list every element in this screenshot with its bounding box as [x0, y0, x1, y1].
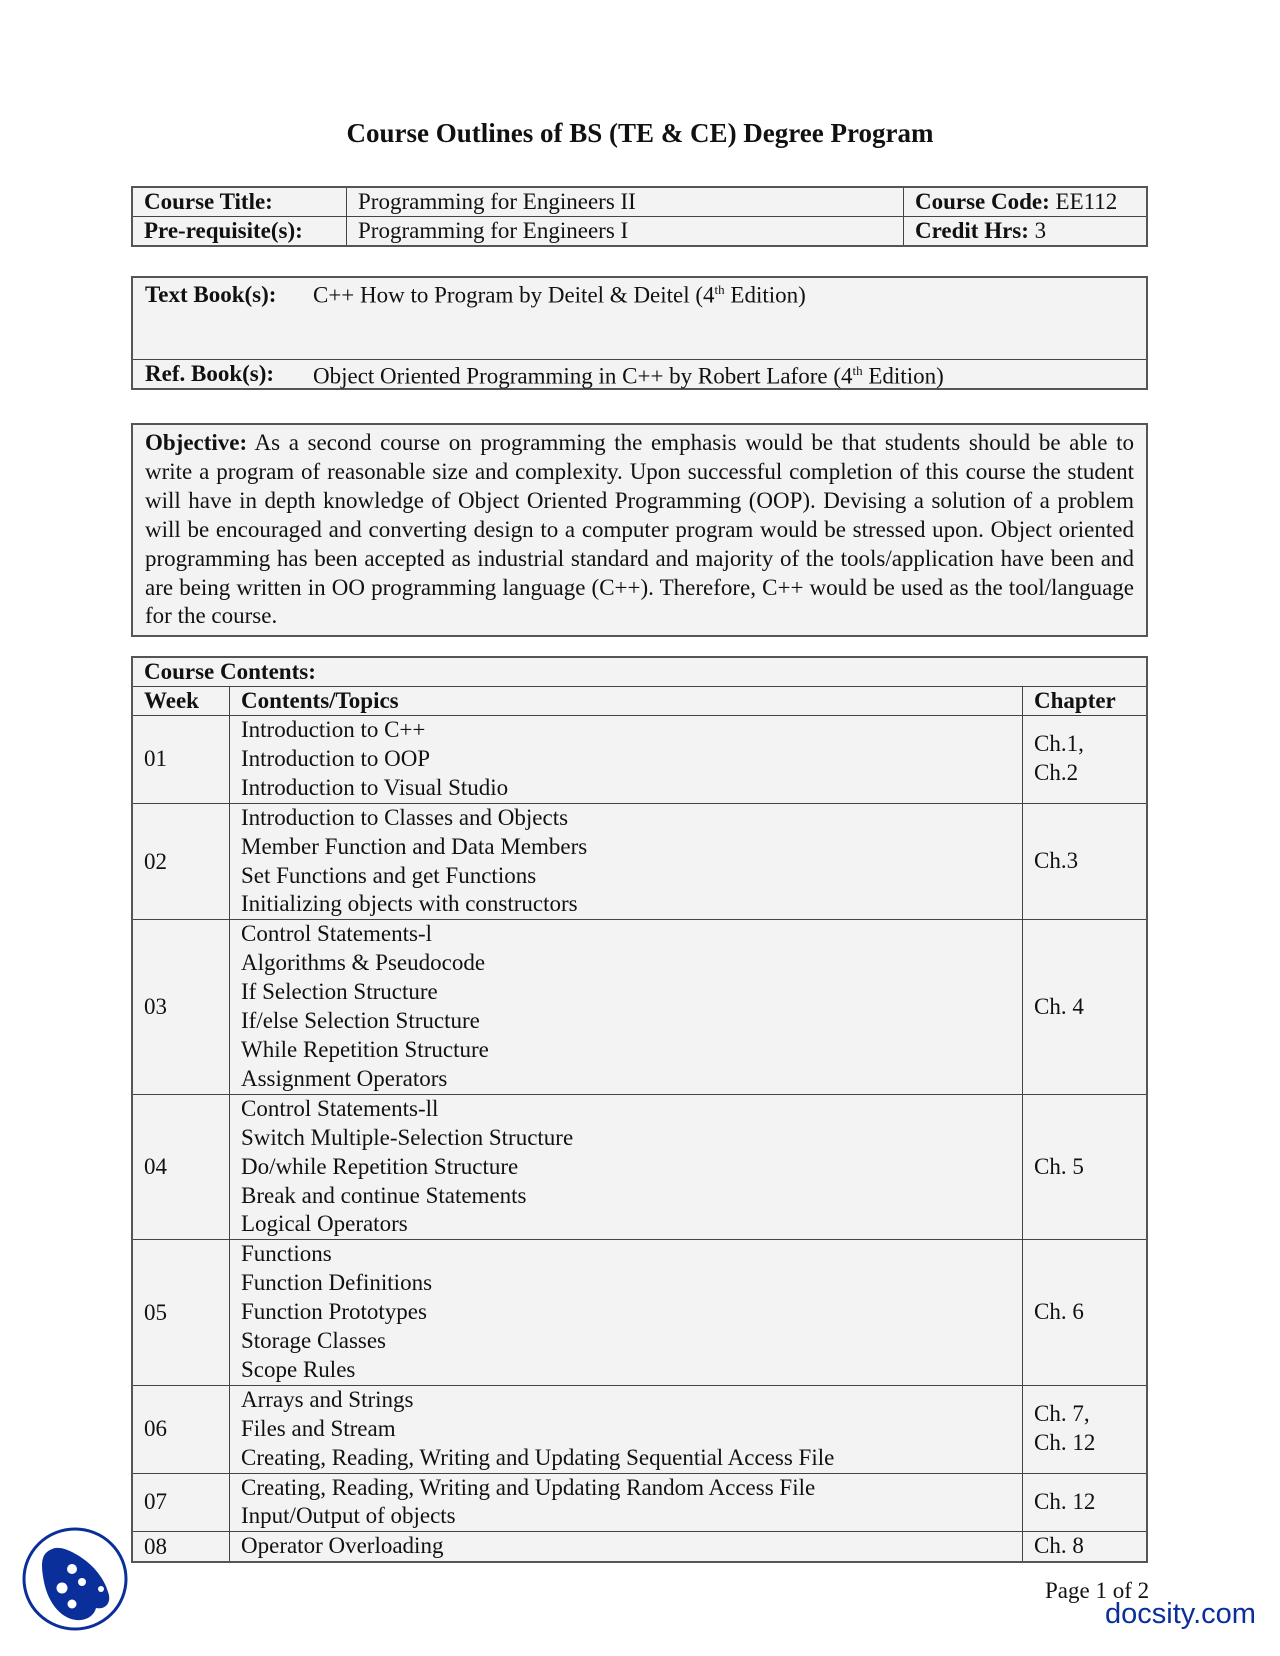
topic-item: Function Prototypes [241, 1299, 427, 1325]
topic-item: Logical Operators [241, 1211, 408, 1237]
week-cell: 02 [133, 803, 230, 920]
week-cell: 04 [133, 1094, 230, 1240]
topic-item: Introduction to Visual Studio [241, 774, 509, 800]
chapter-cell [1023, 716, 1147, 804]
credit-cell [904, 217, 1147, 246]
credit-value: 3 [1034, 218, 1047, 243]
chapter-ref: Ch. 5 [1034, 1153, 1084, 1179]
topics-cell [230, 920, 1023, 1094]
page-title: Course Outlines of BS (TE & CE) Degree Program [346, 118, 934, 148]
topic-item: Function Definitions [241, 1270, 433, 1296]
topic-item: If/else Selection Structure [241, 1008, 480, 1034]
chapter-ref: Ch. 8 [1034, 1533, 1084, 1559]
topics-cell [230, 1385, 1023, 1473]
topic-item: Do/while Repetition Structure [241, 1153, 519, 1179]
topic-item: Files and Stream [241, 1415, 396, 1441]
week-cell: 01 [133, 716, 230, 804]
topic-item: Break and continue Statements [241, 1182, 527, 1208]
week-cell: 03 [133, 920, 230, 1094]
ref-book-row [133, 360, 1146, 388]
chapter-ref: Ch. 7, [1034, 1401, 1090, 1427]
ref-book-edition: Edition) [862, 363, 944, 389]
topic-item: Control Statements-l [241, 921, 433, 947]
prereq-value: Programming for Engineers I [347, 217, 904, 246]
course-code-value: EE112 [1055, 189, 1118, 214]
docsity-watermark[interactable]: docsity.com [1105, 1598, 1256, 1630]
topics-cell [230, 803, 1023, 920]
table-row [133, 1532, 1146, 1561]
topics-cell [230, 716, 1023, 804]
topic-item: Algorithms & Pseudocode [241, 950, 486, 976]
chapter-cell [1023, 1473, 1147, 1532]
table-row [133, 1473, 1146, 1532]
course-title-label: Course Title: [133, 188, 347, 217]
text-book-label: Text Book(s): [145, 282, 277, 307]
course-code-label: Course Code: [915, 189, 1050, 214]
objective-label: Objective: [145, 430, 248, 455]
topic-item: Storage Classes [241, 1328, 387, 1354]
chapter-ref: Ch.1, [1034, 731, 1084, 757]
course-title-row [133, 188, 1146, 217]
credit-label: Credit Hrs: [915, 218, 1029, 243]
contents-heading: Course Contents: [133, 658, 1146, 687]
topic-item: Input/Output of objects [241, 1503, 456, 1529]
table-row [133, 1240, 1146, 1386]
topic-item: If Selection Structure [241, 979, 438, 1005]
ref-book-title: Object Oriented Programming in C++ by Robert Lafore (4 [313, 363, 853, 389]
text-book-edition: Edition) [724, 282, 806, 308]
edition-sup: th [852, 363, 863, 379]
topic-item: Introduction to Classes and Objects [241, 804, 569, 830]
week-cell: 06 [133, 1385, 230, 1473]
topics-cell [230, 1094, 1023, 1240]
chapter-ref: Ch.3 [1034, 848, 1079, 874]
table-row [133, 1385, 1146, 1473]
topic-item: Operator Overloading [241, 1533, 444, 1559]
topics-cell [230, 1240, 1023, 1386]
chapter-cell [1023, 1385, 1147, 1473]
topic-item: Switch Multiple-Selection Structure [241, 1124, 574, 1150]
course-contents-table [131, 656, 1148, 1563]
prereq-row [133, 217, 1146, 246]
topic-item: Arrays and Strings [241, 1386, 414, 1412]
contents-heading-row [133, 658, 1146, 687]
chapter-cell [1023, 1532, 1147, 1561]
column-header-topics: Contents/Topics [230, 687, 1023, 716]
chapter-ref: Ch. 12 [1034, 1430, 1096, 1456]
text-book-row [133, 278, 1146, 360]
column-header-chapter: Chapter [1023, 687, 1147, 716]
table-row [133, 803, 1146, 920]
text-book-value [313, 282, 806, 355]
ref-book-value [313, 357, 944, 391]
course-title-value: Programming for Engineers II [347, 188, 904, 217]
chapter-cell [1023, 1240, 1147, 1386]
docsity-logo-icon [20, 1522, 130, 1632]
chapter-ref: Ch.2 [1034, 760, 1079, 786]
topic-item: Assignment Operators [241, 1065, 448, 1091]
week-cell: 08 [133, 1532, 230, 1561]
chapter-cell [1023, 803, 1147, 920]
chapter-cell [1023, 1094, 1147, 1240]
chapter-ref: Ch. 6 [1034, 1299, 1084, 1325]
topic-item: Control Statements-ll [241, 1095, 439, 1121]
topic-item: Set Functions and get Functions [241, 862, 537, 888]
topic-item: Initializing objects with constructors [241, 891, 578, 917]
table-row [133, 920, 1146, 1094]
topic-item: Creating, Reading, Writing and Updating Sequential Access File [241, 1444, 835, 1470]
ref-book-label: Ref. Book(s): [145, 361, 275, 386]
course-code-cell [904, 188, 1147, 217]
page-number: Page 1 of 2 [1045, 1578, 1150, 1603]
objective-text: As a second course on programming the emphasis would be that students should be able to write a program of reasonable size and complexity. Upon successful completion of this course the student will have in depth knowledge of Object Oriented Programming (OOP). Devising a solution of a problem will be encouraged and converting design to a computer program would be stressed upon. Object oriented programming has been accepted as industrial standard and majority of the tools/application have been and are being written in OO programming language (C++). Therefore, C++ would be used as the tool/language for the course. [145, 430, 1134, 629]
table-row [133, 716, 1146, 804]
chapter-ref: Ch. 12 [1034, 1489, 1096, 1515]
text-book-title: C++ How to Program by Deitel & Deitel (4 [313, 282, 715, 308]
edition-sup: th [714, 282, 725, 297]
topic-item: Functions [241, 1241, 332, 1267]
objective-box [131, 423, 1148, 637]
column-header-week: Week [133, 687, 230, 716]
prereq-label: Pre-requisite(s): [133, 217, 347, 246]
week-cell: 05 [133, 1240, 230, 1386]
chapter-cell [1023, 920, 1147, 1094]
course-info-table [131, 186, 1148, 247]
topics-cell [230, 1532, 1023, 1561]
table-row [133, 1094, 1146, 1240]
topic-item: While Repetition Structure [241, 1036, 489, 1062]
chapter-ref: Ch. 4 [1034, 993, 1084, 1019]
contents-header-row [133, 687, 1146, 716]
topic-item: Creating, Reading, Writing and Updating Random Access File [241, 1474, 816, 1500]
books-table [131, 276, 1148, 390]
week-cell: 07 [133, 1473, 230, 1532]
topic-item: Scope Rules [241, 1356, 356, 1382]
topic-item: Member Function and Data Members [241, 833, 588, 859]
topics-cell [230, 1473, 1023, 1532]
topic-item: Introduction to OOP [241, 745, 431, 771]
topic-item: Introduction to C++ [241, 717, 426, 742]
